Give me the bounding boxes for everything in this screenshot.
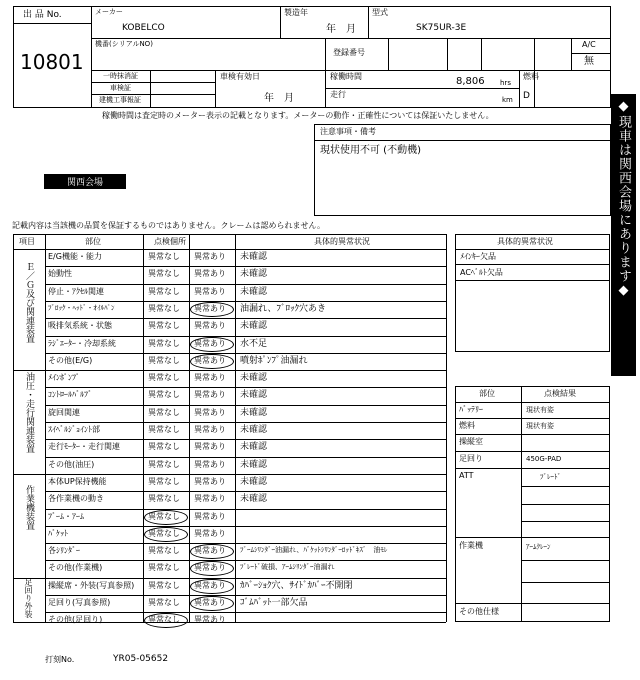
vehicle-cert-label: 建機工事報証 — [99, 96, 141, 104]
normal-option: 異常なし — [148, 373, 180, 382]
sidebar-text: ◆現車は関西会場にあります◆ — [616, 99, 631, 299]
col-detail-header: 具体的異常状況 — [314, 237, 370, 246]
abnormal-option: 異常あり — [194, 512, 226, 521]
row-detail: 未確認 — [240, 287, 268, 297]
abnormal-option: 異常あり — [194, 598, 226, 607]
normal-option: 異常なし — [148, 356, 180, 365]
row-detail: 未確認 — [240, 321, 268, 331]
row-detail: 未確認 — [240, 460, 268, 470]
row-part: E/G機能・能力 — [48, 252, 102, 261]
normal-option: 異常なし — [148, 546, 180, 555]
row-part: 各作業機の動き — [48, 494, 104, 503]
year-value: 年 月 — [326, 24, 356, 35]
col-item-header: 項目 — [19, 237, 35, 246]
normal-option: 異常なし — [148, 321, 180, 330]
abnormal-option: 異常あり — [194, 563, 226, 572]
normal-option: 異常なし — [148, 304, 180, 313]
normal-option: 異常なし — [148, 598, 180, 607]
selected-mark — [190, 561, 234, 576]
group-engine-label: Ｅ／Ｇ及び関連装置 — [24, 262, 34, 343]
row-part: その他(作業機) — [48, 563, 103, 572]
selected-mark — [190, 337, 234, 352]
row-detail: 未確認 — [240, 425, 268, 435]
right-bottom-result: 450G-PAD — [526, 455, 562, 463]
normal-option: 異常なし — [148, 408, 180, 417]
abnormal-option: 異常あり — [194, 546, 226, 555]
right-bottom-part-header: 部位 — [479, 389, 495, 398]
lot-no-label: 出 品 No. — [23, 10, 62, 20]
row-detail: 油漏れ、ﾌﾞﾛｯｸ穴あき — [240, 304, 327, 314]
row-detail: 未確認 — [240, 373, 268, 383]
row-part: ﾗｼﾞｴｰﾀｰ・冷却系統 — [48, 339, 116, 348]
disclaimer: 記載内容は当該機の品質を保証するものではありません。クレームは認められません。 — [12, 221, 325, 230]
venue-sidebar — [611, 94, 636, 376]
normal-option: 異常なし — [148, 581, 180, 590]
temp-removal-label: 一時抹消証 — [103, 72, 138, 80]
fuel-label: 燃料 — [523, 72, 539, 81]
maker-label: メーカー — [95, 8, 123, 16]
right-top-item: ﾒｲﾝｷｰ欠品 — [460, 252, 496, 261]
row-part: ﾌﾞﾛｯｸ・ﾍｯﾄﾞ・ｵｲﾙﾊﾟﾝ — [48, 304, 115, 312]
right-bottom-result-header: 点検結果 — [544, 389, 576, 398]
row-part: その他(足回り) — [48, 615, 103, 624]
stamp-label: 打刻No. — [45, 655, 75, 664]
row-part: ﾊﾞｹｯﾄ — [48, 529, 68, 538]
abnormal-option: 異常あり — [194, 287, 226, 296]
row-detail: ｺﾞﾑﾊﾞｯﾄ一部欠品 — [240, 598, 308, 608]
normal-option: 異常なし — [148, 269, 180, 278]
right-bottom-part: その他仕様 — [459, 607, 499, 616]
normal-option: 異常なし — [148, 442, 180, 451]
abnormal-option: 異常あり — [194, 460, 226, 469]
right-bottom-part: ATT — [459, 471, 474, 480]
hours-unit: hrs — [500, 79, 511, 87]
mileage-unit: km — [502, 96, 513, 104]
abnormal-option: 異常あり — [194, 252, 226, 261]
row-detail: 未確認 — [240, 408, 268, 418]
lot-no: 10801 — [20, 50, 84, 74]
selected-mark — [144, 510, 188, 525]
row-detail: 未確認 — [240, 269, 268, 279]
row-detail: ﾌﾞｰﾑｼﾘﾝﾀﾞｰ油漏れ、ﾊﾞｹｯﾄｼﾘﾝﾀﾞｰﾛｯﾄﾞｷｽﾞ 油ﾓﾚ — [240, 546, 388, 554]
abnormal-option: 異常あり — [194, 339, 226, 348]
remarks-box — [314, 124, 611, 216]
abnormal-option: 異常あり — [194, 529, 226, 538]
abnormal-option: 異常あり — [194, 615, 226, 624]
year-label: 製造年 — [284, 8, 308, 17]
remarks-text: 現状使用不可 (不動機) — [320, 145, 421, 156]
right-bottom-part: ﾊﾞｯﾃﾘｰ — [459, 405, 483, 414]
selected-mark — [144, 613, 188, 628]
normal-option: 異常なし — [148, 390, 180, 399]
abnormal-option: 異常あり — [194, 304, 226, 313]
selected-mark — [144, 527, 188, 542]
right-bottom-part: 操縦室 — [459, 437, 483, 446]
selected-mark — [190, 596, 234, 611]
row-part: ﾒｲﾝﾎﾟﾝﾌﾟ — [48, 373, 80, 382]
venue-badge: 関西会場 — [44, 174, 126, 189]
row-part: 停止・ｱｸｾﾙ関連 — [48, 287, 104, 296]
col-point-header: 点検個所 — [154, 237, 186, 246]
row-detail: 未確認 — [240, 442, 268, 452]
ac-value: 無 — [584, 56, 594, 67]
row-detail: 未確認 — [240, 252, 268, 262]
abnormal-option: 異常あり — [194, 356, 226, 365]
normal-option: 異常なし — [148, 529, 180, 538]
row-part: 走行ﾓｰﾀｰ・走行関連 — [48, 442, 120, 451]
selected-mark — [190, 354, 234, 369]
row-detail: ﾌﾞﾚｰﾄﾞ破損、ｱｰﾑｼﾘﾝﾀﾞｰ油漏れ — [240, 563, 335, 571]
normal-option: 異常なし — [148, 339, 180, 348]
col-part-header: 部位 — [85, 237, 101, 246]
normal-option: 異常なし — [148, 512, 180, 521]
abnormal-option: 異常あり — [194, 321, 226, 330]
row-part: 吸排気系統・状態 — [48, 321, 112, 330]
row-part: 操縦席・外装(写真参照) — [48, 581, 135, 590]
abnormal-option: 異常あり — [194, 390, 226, 399]
model-label: 型式 — [372, 8, 388, 17]
row-detail: 水不足 — [240, 339, 268, 349]
ac-label: A/C — [582, 40, 596, 49]
abnormal-option: 異常あり — [194, 269, 226, 278]
abnormal-option: 異常あり — [194, 442, 226, 451]
abnormal-option: 異常あり — [194, 581, 226, 590]
normal-option: 異常なし — [148, 460, 180, 469]
normal-option: 異常なし — [148, 425, 180, 434]
right-top-item: ACﾍﾞﾙﾄ欠品 — [460, 268, 503, 277]
row-part: ﾌﾞｰﾑ・ｱｰﾑ — [48, 512, 84, 521]
model-value: SK75UR-3E — [416, 23, 467, 33]
abnormal-option: 異常あり — [194, 425, 226, 434]
abnormal-option: 異常あり — [194, 477, 226, 486]
inspection-expiry-label: 車検有効日 — [220, 72, 260, 81]
group-hydraulic-label: 油圧・走行関連装置 — [24, 372, 34, 453]
row-part: 足回り(写真参照) — [48, 598, 111, 607]
stamp-value: YR05-05652 — [113, 654, 169, 664]
row-part: 本体UP保持機能 — [48, 477, 107, 486]
mileage-label: 走行 — [330, 90, 346, 99]
abnormal-option: 異常あり — [194, 408, 226, 417]
normal-option: 異常なし — [148, 494, 180, 503]
row-detail: 未確認 — [240, 494, 268, 504]
selected-mark — [190, 579, 234, 594]
normal-option: 異常なし — [148, 563, 180, 572]
hours-note: 稼働時間は査定時のメーター表示の記載となります。メーターの動作・正確性については保証いたしません。 — [102, 111, 494, 120]
row-part: 各ｼﾘﾝﾀﾞｰ — [48, 546, 80, 555]
right-bottom-result: 現状有姿 — [526, 406, 554, 414]
right-bottom-result: ｱｰﾑｸﾚｰﾝ — [526, 543, 551, 551]
normal-option: 異常なし — [148, 252, 180, 261]
selected-mark — [190, 544, 234, 559]
hours-value: 8,806 — [456, 76, 485, 87]
right-bottom-part: 足回り — [459, 454, 483, 463]
right-bottom-result: ﾌﾞﾚｰﾄﾞ — [540, 473, 561, 481]
inspection-expiry-value: 年 月 — [264, 93, 294, 104]
abnormal-option: 異常あり — [194, 373, 226, 382]
right-bottom-part: 燃料 — [459, 421, 475, 430]
row-part: ｽｲﾍﾞﾙｼﾞｮｲﾝﾄ部 — [48, 425, 100, 434]
row-detail: 未確認 — [240, 390, 268, 400]
row-part: 旋回関連 — [48, 408, 80, 417]
normal-option: 異常なし — [148, 615, 180, 624]
registration-label: 登録番号 — [333, 48, 365, 57]
abnormal-option: 異常あり — [194, 494, 226, 503]
normal-option: 異常なし — [148, 287, 180, 296]
row-part: ｺﾝﾄﾛｰﾙﾊﾞﾙﾌﾞ — [48, 390, 92, 399]
right-bottom-result: 現状有姿 — [526, 422, 554, 430]
group-undercarriage-label: 足回り外装 — [24, 578, 33, 618]
row-part: 始動性 — [48, 269, 72, 278]
selected-mark — [190, 302, 234, 317]
fuel-value: D — [523, 91, 530, 101]
row-detail: 噴射ﾎﾟﾝﾌﾟ油漏れ — [240, 356, 308, 366]
remarks-title: 注意事項・備考 — [320, 127, 376, 136]
group-work-label: 作業機装置 — [24, 485, 34, 530]
row-part: その他(E/G) — [48, 356, 93, 365]
serial-label: 機番(シリアルNO) — [95, 40, 153, 48]
row-part: その他(油圧) — [48, 460, 95, 469]
maker-value: KOBELCO — [122, 23, 165, 33]
row-detail: 未確認 — [240, 477, 268, 487]
inspection-cert-label: 車検証 — [110, 84, 131, 92]
right-top-header: 具体的異常状況 — [497, 237, 553, 246]
normal-option: 異常なし — [148, 477, 180, 486]
row-detail: ｶﾊﾞｰｼｮｸ穴、ｻｲﾄﾞｶﾊﾞｰ不開閉 — [240, 581, 353, 591]
right-bottom-part: 作業機 — [459, 541, 483, 550]
hours-label: 稼働時間 — [330, 72, 362, 81]
